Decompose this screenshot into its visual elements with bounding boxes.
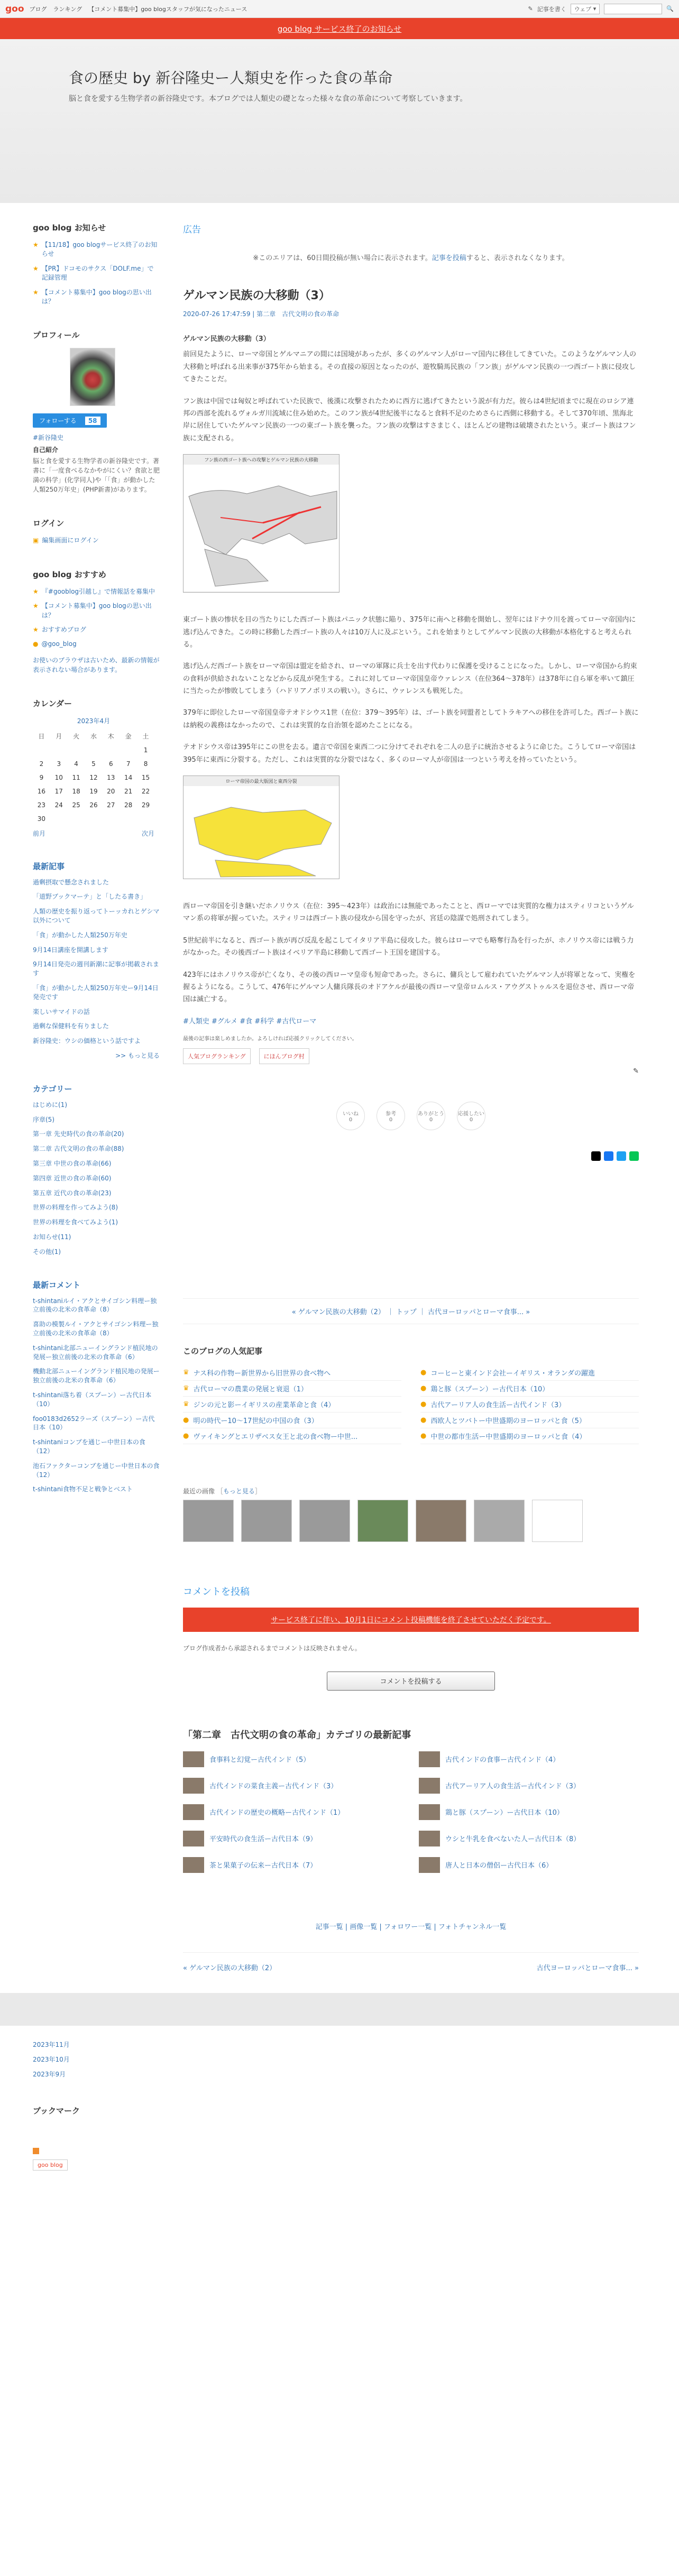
popular-item[interactable]: ● 明の時代ー10〜17世紀の中国の食（3）: [183, 1412, 401, 1428]
calendar-table: 日 月 火 水 木 金 土 1 2 3 4 5 6 7 8 9 10 11 12 13 14 15 16 17 18 19 20 21 22 23 24 25 26 27 28 29 30: [37, 733, 150, 823]
recent-images-heading: 最近の画像 ［もっと見る］: [183, 1487, 261, 1495]
category-latest-item[interactable]: 平安時代の食生活ー古代日本（9）: [183, 1830, 403, 1847]
popular-item[interactable]: ♛ ジンの元と影ーイギリスの産業革命と食（4）: [183, 1397, 401, 1412]
comment-service-notice[interactable]: サービス終了に伴い、10月1日にコメント投稿機能を終了させていただく予定です。: [183, 1608, 639, 1632]
category-link[interactable]: 世界の料理を食べてみよう(1): [33, 1218, 118, 1226]
popular-item[interactable]: ● ヴァイキングとエリザベス女王と北の食べ物ー中世...: [183, 1428, 401, 1444]
service-end-notice[interactable]: goo blog サービス終了のお知らせ: [0, 18, 679, 39]
article-paragraph: 前回見たように、ローマ帝国とゲルマニアの間には国境があったが、多くのゲルマン人がローマ国内に移住してきていた。このようなゲルマン人の大移動と呼ばれる出来事が375年から始まる。その直接の原因となったのが、遊牧騎馬民族の「フン族」がゲルマン民族の一つ西ゴート族に侵攻してきたことだ。: [183, 350, 637, 384]
recommend-item[interactable]: ★ 『#gooblog引越し』で情報話を募集中: [33, 587, 160, 596]
calendar-next[interactable]: 次月: [141, 829, 154, 837]
category-latest-item[interactable]: 古代インドの菜食主義ー古代インド（3）: [183, 1777, 403, 1794]
latest-article-link[interactable]: 「道野ブックマーテ」と「したる書き」: [33, 893, 147, 901]
dot-icon: ●: [420, 1384, 427, 1392]
recent-image-thumb[interactable]: [299, 1500, 350, 1542]
archive-section: [33, 2041, 160, 2079]
comment-heading: コメントを投稿: [183, 1586, 250, 1598]
bookmark-item[interactable]: [33, 2148, 160, 2154]
sidebar-heading: ブックマーク: [33, 2106, 80, 2116]
article-paragraph: 5世紀前半になると、西ゴート族が再び反乱を起こしてイタリア半島に侵攻した。彼らはローマでも略奪行為を行ったが、ホノリウス帝には戦う力がなかった。その後西ゴート族はイベリア半島に移動して西ゴート王国を建国する。: [183, 936, 634, 957]
reaction-thanks[interactable]: ありがとう 0: [417, 1102, 445, 1130]
article-title[interactable]: ゲルマン民族の大移動（3）: [183, 289, 331, 302]
star-icon: ★: [33, 602, 39, 610]
article-thumb: [419, 1804, 440, 1820]
comment-link[interactable]: t-shintani食物不足と戦争とベスト: [33, 1485, 133, 1493]
archive-link[interactable]: 2023年9月: [33, 2070, 66, 2078]
sidebar-heading: 最新コメント: [33, 1280, 81, 1290]
recommend-section: [33, 569, 160, 675]
ranking-note: 最後の記事は楽しめましたか。よろしければ応援クリックしてください。: [183, 1036, 357, 1042]
popular-item[interactable]: ● 古代アーリア人の食生活ー古代インド（3）: [420, 1397, 639, 1412]
latest-article-link[interactable]: 9月14日発売の週刊新潮に記事が掲載されます: [33, 961, 159, 977]
goo-logo[interactable]: goo: [5, 3, 24, 14]
article-thumb: [183, 1831, 204, 1846]
comment-link[interactable]: t-shintaniコンブを通じー中世日本の食（12）: [33, 1438, 145, 1455]
topbar-link-blog[interactable]: ブログ: [29, 5, 47, 13]
recommend-item[interactable]: ★ おすすめブログ: [33, 625, 160, 634]
category-link[interactable]: 第四章 近世の食の革命(60): [33, 1174, 112, 1182]
bookmark-section: [33, 2105, 160, 2171]
comments-section: [33, 1280, 160, 1494]
recent-image-thumb[interactable]: [241, 1500, 292, 1542]
ad-note: ※このエリアは、60日間投稿が無い場合に表示されます。記事を投稿すると、表示されなくなります。: [253, 254, 569, 262]
article-thumb: [419, 1857, 440, 1873]
comment-link[interactable]: 機動北部ニューイングランド植民地の発展ー独立前後の北米の食革命（6）: [33, 1368, 160, 1384]
article-thumb: [183, 1857, 204, 1873]
category-link[interactable]: 世界の料理を作ってみよう(8): [33, 1204, 118, 1212]
star-icon: ★: [33, 264, 39, 272]
topbar-link-ranking[interactable]: ランキング: [53, 5, 82, 13]
blog-header: [0, 39, 679, 203]
star-icon: ★: [33, 241, 39, 248]
latest-article-link[interactable]: 9月14日講座を開講します: [33, 946, 108, 954]
bottom-pager: [183, 1952, 639, 1972]
latest-articles-section: [33, 861, 160, 1060]
article-body: [183, 333, 639, 1006]
latest-article-link[interactable]: 過剰な保健料を有りました: [33, 1022, 109, 1030]
notice-item[interactable]: ★ 【11/18】goo blogサービス終了のお知らせ: [33, 241, 160, 259]
popular-item[interactable]: ● 西欧人とツバトー中世盛期のヨーロッパと食（5）: [420, 1412, 639, 1428]
comment-link[interactable]: t-shintani北部ニューイングランド植民地の発展ー独立前後の北米の食革命（6）: [33, 1344, 158, 1361]
article-paragraph: 西ローマ帝国を引き継いだホノリウス（在位：395〜423年）は政治には無能であったことと、西ローマでは実質的な権力はスティリコというゲルマン系の将軍が握っていた。スティリコは西ゴート族の侵攻から国を守ったが、宮廷の陰謀で処刑されてしまう。: [183, 902, 634, 923]
crown-icon: ♛: [183, 1400, 189, 1408]
category-latest-item[interactable]: 唐人と日本の僧侶ー古代日本（6）: [419, 1857, 639, 1873]
article-thumb: [419, 1778, 440, 1794]
article-paragraph: フン族は中国では匈奴と呼ばれていた民族で、後漢に攻撃されたために西方に逃げてきたという説が有力だ。彼らは4世紀頃までに現在のロシア連邦の西部を流れるヴォルガ川流域に住み始めた。このフン族が4世紀後半になると食料不足のためさらに西側に移動する。そして370年頃、黒海北岸に居住していたゲルマン民族の一つの東ゴート族を襲った。フン族の攻撃はすさまじく、ほとんどの建物は破壊されたという。東ゴート族はフン族に支配される。: [183, 397, 636, 442]
sidebar-notice-section: [33, 222, 160, 306]
profile-section: [33, 329, 160, 494]
article-paragraph: 東ゴート族の惨状を目の当たりにした西ゴート族はパニック状態に陥り、375年に南へと移動を開始し、翌年にはドナウ川を渡ってローマ帝国内に逃げ込んできた。この時に移動した西ゴート族の人々は10万人に及ぶという。これを始まりとしてゲルマン民族の大移動が本格化すると考えられる。: [183, 616, 636, 649]
next-article-link[interactable]: 古代ヨーロッパとローマ食事... »: [536, 1964, 639, 1972]
crown-icon: ♛: [183, 1384, 189, 1392]
popular-item[interactable]: ● 鶏と豚（スプーン）ー古代日本（10）: [420, 1381, 639, 1397]
popular-heading: このブログの人気記事: [183, 1346, 263, 1356]
recommend-item[interactable]: ● @goo_blog: [33, 640, 160, 649]
post-comment-button[interactable]: コメントを投稿する: [327, 1672, 495, 1691]
notice-item[interactable]: ★ 【PR】ドコモのサクス「DOLF.me」で 記録管理: [33, 264, 160, 283]
blog-title[interactable]: 食の歴史 by 新谷隆史ー人類史を作った食の革命: [69, 69, 393, 87]
main-content: [183, 222, 639, 1972]
recent-image-thumb[interactable]: [532, 1500, 583, 1542]
popular-item[interactable]: ♛ 古代ローマの農業の発展と衰退（1）: [183, 1381, 401, 1397]
search-icon[interactable]: 🔍: [666, 5, 674, 12]
article-paragraph: 379年に即位したローマ帝国皇帝テオドシウス1世（在位：379〜395年）は、ゴート族を同盟者としてトラキアへの移住を許可した。西ゴート族には納税の義務はなかったので、これは実質的な自治領を認めたことになる。: [183, 709, 639, 730]
latest-article-link[interactable]: 過剰摂取で懸念されました: [33, 878, 109, 886]
map-image-roman-empire: ローマ帝国の最大版図と東西分裂: [183, 775, 340, 879]
goo-blog-badge[interactable]: goo blog: [33, 2159, 68, 2171]
article-pager[interactable]: « ゲルマン民族の大移動（2） ｜ トップ ｜ 古代ヨーロッパとローマ食事... »: [183, 1298, 639, 1324]
category-latest-list: [183, 1751, 639, 1873]
popular-item[interactable]: ● コーヒーと東インド会社ーイギリス・オランダの躍進: [420, 1365, 639, 1381]
archive-link[interactable]: 2023年11月: [33, 2041, 70, 2048]
sidebar-bottom: [33, 2041, 160, 2171]
ranking-button-1[interactable]: 人気ブログランキング: [183, 1048, 251, 1064]
search-type-select[interactable]: ウェブ ▾: [571, 4, 600, 14]
comment-link[interactable]: t-shintani落ち着（スプーン）ー古代日本（10）: [33, 1391, 152, 1408]
category-latest-item[interactable]: ウシと牛乳を食べないた人ー古代日本（8）: [419, 1830, 639, 1847]
latest-article-link[interactable]: 楽しいサマイドの話: [33, 1008, 90, 1015]
category-latest-heading: 「第二章 古代文明の食の革命」カテゴリの最新記事: [183, 1729, 411, 1741]
login-section: [33, 518, 160, 545]
profile-name: 自己紹介: [33, 446, 59, 454]
share-buttons: [183, 1151, 639, 1161]
article-paragraph: 423年にはホノリウス帝が亡くなり、その後の西ローマ皇帝も短命であった。さらに、傭兵として雇われていたゲルマン人が将軍となって、実権を握るようになる。こうして、476年にゲルマン人傭兵隊長のオドアケルが最後の西ローマ皇帝ロムルス・アウグストゥルスを退位させ、西ローマ帝国は滅亡する。: [183, 971, 636, 1004]
ad-heading: 広告: [183, 225, 201, 235]
notice-item[interactable]: ★ 【コメント募集中】goo blogの思い出は？: [33, 288, 160, 307]
ranking-buttons: [183, 1048, 639, 1064]
gray-strip: [0, 1993, 679, 2026]
comment-note: ブログ作成者から承認されるまでコメントは反映されません。: [183, 1644, 361, 1652]
top-bar: [0, 0, 679, 18]
article-meta[interactable]: 2020-07-26 17:47:59 | 第二章 古代文明の食の革命: [183, 310, 340, 318]
reaction-like[interactable]: いいね 0: [336, 1102, 365, 1130]
category-link[interactable]: 第一章 先史時代の食の革命(20): [33, 1130, 124, 1138]
sidebar-heading: ログイン: [33, 519, 65, 529]
category-link[interactable]: お知らせ(11): [33, 1233, 71, 1241]
dot-icon: ●: [183, 1432, 189, 1440]
browser-note[interactable]: お使いのブラウザは古いため、最新の情報が表示されない場合があります。: [33, 656, 160, 673]
footer-links[interactable]: 記事一覧 | 画像一覧 | フォロワー一覧 | フォトチャンネル一覧: [315, 1923, 507, 1931]
latest-article-link[interactable]: 人類の歴史を振り返ってトーッカれとゲシマ以外について: [33, 908, 160, 925]
category-latest-item[interactable]: 古代インドの食事ー古代インド（4）: [419, 1751, 639, 1768]
sidebar-heading: goo blog お知らせ: [33, 223, 106, 233]
comment-link[interactable]: t-shintaniルイ・アクとサイゴシン料理ー独立前後の北米の食革命（8）: [33, 1297, 157, 1314]
facebook-share-icon[interactable]: [604, 1151, 613, 1161]
calendar-month: 2023年4月: [77, 717, 111, 725]
hatena-share-icon[interactable]: [617, 1151, 626, 1161]
recent-image-thumb[interactable]: [357, 1500, 408, 1542]
article-thumb: [419, 1831, 440, 1846]
reaction-buttons: [183, 1102, 639, 1130]
category-latest-item[interactable]: 古代インドの歴史の概略ー古代インド（1）: [183, 1804, 403, 1821]
pencil-icon: ✎: [528, 5, 533, 12]
category-link[interactable]: 第三章 中世の食の革命(66): [33, 1160, 112, 1168]
popular-list: [183, 1365, 639, 1444]
article-thumb: [419, 1751, 440, 1767]
prev-article-link[interactable]: « ゲルマン民族の大移動（2）: [183, 1964, 277, 1972]
profile-tag[interactable]: #新谷隆史: [33, 434, 64, 442]
dot-icon: ●: [420, 1416, 427, 1424]
line-share-icon[interactable]: [629, 1151, 639, 1161]
article-thumb: [183, 1751, 204, 1767]
category-link[interactable]: 第五章 近代の食の革命(23): [33, 1189, 112, 1197]
sidebar-heading: カレンダー: [33, 698, 72, 708]
star-icon: ★: [33, 587, 39, 595]
reaction-helpful[interactable]: 参考 0: [377, 1102, 405, 1130]
popular-item[interactable]: ♛ ナス科の作物ー新世界から旧世界の食べ物へ: [183, 1365, 401, 1381]
comment-link[interactable]: foo0183d2652ラーズ（スプーン）ー古代日本（10）: [33, 1415, 155, 1432]
reaction-support[interactable]: 応援したい 0: [457, 1102, 485, 1130]
edit-pencil-icon[interactable]: ✎: [633, 1067, 639, 1075]
blog-description: 脳と食を愛する生物学者の新谷隆史です。本ブログでは人類史の礎となった様々な食の革命について考察していきます。: [69, 95, 467, 103]
edit-icon: ▣: [33, 537, 39, 544]
crown-icon: ♛: [183, 1368, 189, 1377]
recent-image-thumb[interactable]: [474, 1500, 525, 1542]
category-latest-item[interactable]: 古代アーリア人の食生活ー古代インド（3）: [419, 1777, 639, 1794]
category-latest-item[interactable]: 茶と果菓子の伝来ー古代日本（7）: [183, 1857, 403, 1873]
category-section: [33, 1084, 160, 1257]
latest-article-link[interactable]: 新谷隆史：ウシの価格という話ですよ: [33, 1037, 141, 1045]
sidebar-heading: プロフィール: [33, 330, 80, 340]
ranking-button-2[interactable]: にほんブログ村: [259, 1048, 309, 1064]
article-paragraph: テオドシウス帝は395年にこの世を去る。遺言で帝国を東西二つに分けてそれぞれを二人の息子に統治させるように命じた。こうしてローマ帝国は395年に東西に分裂する。ただし、これは実質的な分裂ではなく、多くのローマ人が帝国は一つという考えを持っていたという。: [183, 743, 636, 764]
avatar[interactable]: [70, 348, 115, 406]
article-paragraph: 逃げ込んだ西ゴート族をローマ帝国は盟定を給され、ローマの軍隊に兵士を出す代わりに保護を受けることになった。しかし、ローマ帝国から約束の食料が供給されないことなどから反乱が発生する。これに対してローマ帝国皇帝ウァレンス（在位364〜378年）は378年に自ら軍を率いて鎮圧に当たったが惨敗してしまう（ハドリアノポリスの戦い）。さらに、ウァレンスも戦死した。: [183, 662, 637, 696]
category-latest-item[interactable]: 鶏と豚（スプーン）ー古代日本（10）: [419, 1804, 639, 1821]
follow-button[interactable]: フォローする 58: [33, 413, 107, 428]
category-link[interactable]: はじめに(1): [33, 1101, 67, 1109]
category-link[interactable]: 序章(5): [33, 1115, 54, 1123]
article-lead: ゲルマン民族の大移動（3）: [183, 335, 270, 343]
crown-icon: ●: [420, 1368, 427, 1377]
article-tags[interactable]: #人類史 #グルメ #食 #科学 #古代ローマ: [183, 1017, 317, 1026]
sidebar-heading: goo blog おすすめ: [33, 569, 106, 579]
write-article-link[interactable]: 記事を書く: [537, 5, 566, 13]
dot-icon: ●: [183, 1416, 189, 1424]
recent-images: [183, 1500, 639, 1542]
latest-more-link[interactable]: >> もっと見る: [115, 1052, 160, 1060]
star-icon: ★: [33, 625, 39, 633]
popular-item[interactable]: ● 中世の都市生活ー中世盛期のヨーロッパと食（4）: [420, 1428, 639, 1444]
category-link[interactable]: 第二章 古代文明の食の革命(88): [33, 1145, 124, 1153]
recent-more-link[interactable]: もっと見る: [223, 1487, 255, 1495]
category-link[interactable]: その他(1): [33, 1248, 61, 1255]
sidebar-heading: 最新記事: [33, 861, 65, 871]
latest-article-link[interactable]: 「食」が動かした人類250万年史: [33, 931, 127, 939]
map-image-huns: フン族の西ゴート族への攻撃とゲルマン民族の大移動: [183, 454, 340, 593]
recommend-item[interactable]: ★ 【コメント募集中】goo blogの思い出は？: [33, 602, 160, 620]
search-input[interactable]: [604, 4, 662, 14]
recent-image-thumb[interactable]: [183, 1500, 234, 1542]
calendar-prev[interactable]: 前月: [33, 829, 46, 837]
x-share-icon[interactable]: [591, 1151, 601, 1161]
dot-icon: ●: [420, 1400, 427, 1408]
article-thumb: [183, 1804, 204, 1820]
topbar-link-news[interactable]: 【コメント募集中】goo blogスタッフが気になったニュース: [88, 5, 247, 13]
twitter-icon: ●: [33, 640, 39, 648]
latest-article-link[interactable]: 「食」が動かした人類250万年史ー9月14日発売です: [33, 984, 159, 1001]
article-thumb: [183, 1778, 204, 1794]
calendar-section: [33, 698, 160, 838]
comment-link[interactable]: 喜助の模製ルイ・アクとサイゴシン料理ー独立前後の北米の食革命（8）: [33, 1321, 159, 1337]
rss-icon: [33, 2148, 39, 2154]
sidebar-heading: カテゴリー: [33, 1084, 72, 1094]
post-article-link[interactable]: 記事を投稿: [432, 254, 466, 262]
archive-link[interactable]: 2023年10月: [33, 2055, 70, 2063]
recent-image-thumb[interactable]: [416, 1500, 466, 1542]
category-latest-item[interactable]: 食事料と幻覚ー古代インド（5）: [183, 1751, 403, 1768]
dot-icon: ●: [420, 1432, 427, 1440]
profile-text: 脳と食を愛する生物学者の新谷隆史です。著書に「一度食べるなかやがにくい？食欲と肥満の科学」(化学同人)や「「食」が動かした人類250万年史」(PHP新書)があります。: [33, 457, 160, 494]
login-link[interactable]: ▣ 編集画面にログイン: [33, 536, 160, 545]
sidebar: [33, 222, 160, 1517]
comment-link[interactable]: 池石ファクターコンブを通じー中世日本の食（12）: [33, 1462, 160, 1479]
star-icon: ★: [33, 288, 39, 296]
